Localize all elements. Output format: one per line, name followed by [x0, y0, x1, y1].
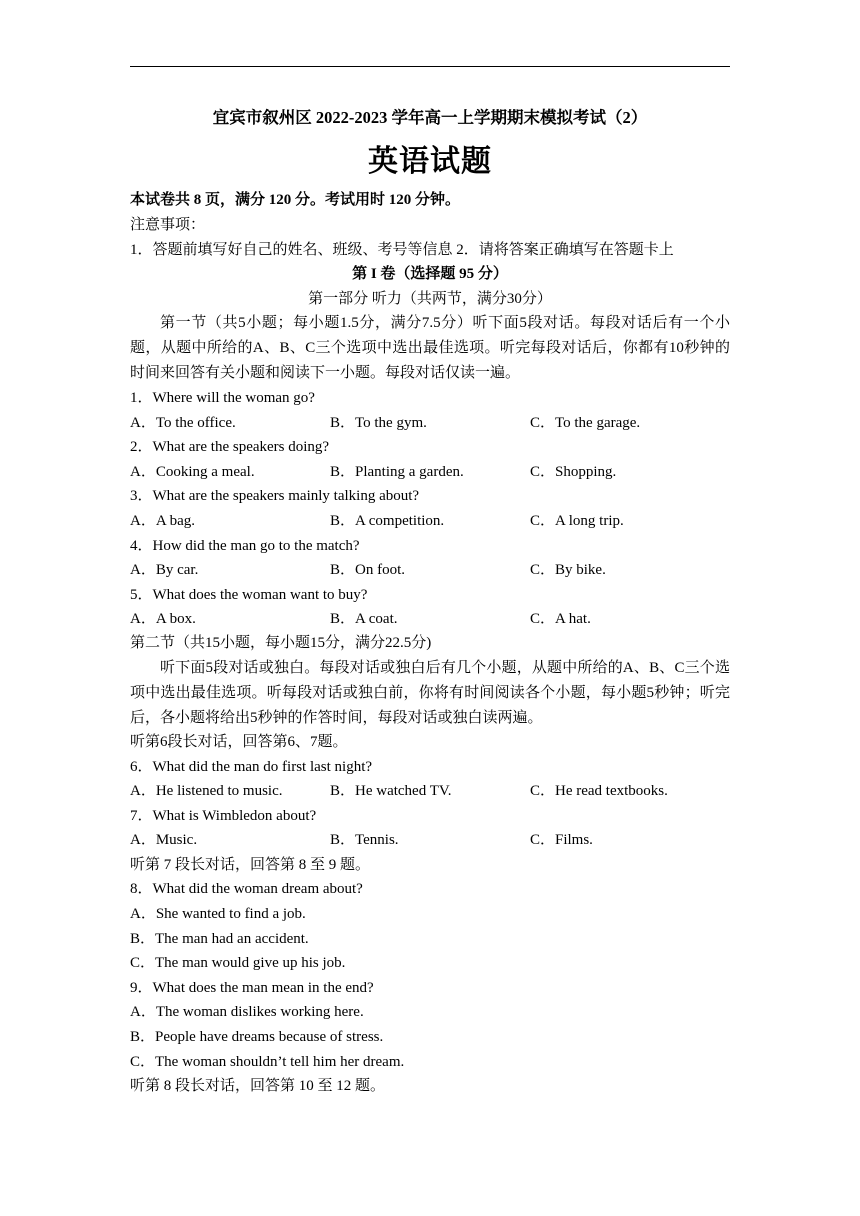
- option-c: C．Shopping.: [530, 464, 617, 480]
- option-b: B．A coat.: [330, 611, 398, 627]
- option-c: C．The man would give up his job.: [130, 955, 346, 971]
- option-a: A．To the office.: [130, 415, 236, 431]
- question-stem: 6．What did the man do first last night?: [130, 759, 373, 775]
- question-stem: 2．What are the speakers doing?: [130, 439, 330, 455]
- section1-instructions: 第一节（共5小题；每小题1.5分，满分7.5分）听下面5段对话。每段对话后有一个小题，从题中所给的A、B、C三个选项中选出最佳选项。听完每段对话后，你都有10秒钟的时间来回答有关小题和阅读下一小题。每段对话仅读一遍。: [130, 315, 730, 381]
- question-stem: 3．What are the speakers mainly talking about?: [130, 488, 420, 504]
- option-a: A．Music.: [130, 832, 198, 848]
- option-a: A．He listened to music.: [130, 783, 283, 799]
- option-c: C．The woman shouldn’t tell him her dream.: [130, 1054, 405, 1070]
- option-b: B．Planting a garden.: [330, 464, 464, 480]
- exam-title: 宜宾市叙州区 2022-2023 学年高一上学期期末模拟考试（2）: [212, 108, 648, 127]
- section2-instructions: 听下面5段对话或独白。每段对话或独白后有几个小题，从题中所给的A、B、C三个选项中选出最佳选项。听每段对话或独白前，你将有时间阅读各个小题，每小题5秒钟；听完后，各小题将给出5秒钟的作答时间，每段对话或独白读两遍。: [130, 660, 730, 726]
- dialog-intro: 听第 8 段长对话，回答第 10 至 12 题。: [130, 1078, 386, 1094]
- option-b: B．To the gym.: [330, 415, 427, 431]
- option-a: A．The woman dislikes working here.: [130, 1004, 364, 1020]
- option-c: C．He read textbooks.: [530, 783, 668, 799]
- option-a: A．By car.: [130, 562, 199, 578]
- header-rule: [130, 66, 730, 67]
- subject-title: 英语试题: [368, 145, 492, 178]
- option-c: C．A long trip.: [530, 513, 624, 529]
- option-a: A．Cooking a meal.: [130, 464, 255, 480]
- question-stem: 1．Where will the woman go?: [130, 390, 315, 406]
- notice-item: 1．答题前填写好自己的姓名、班级、考号等信息 2．请将答案正确填写在答题卡上: [130, 242, 674, 258]
- question-stem: 5．What does the woman want to buy?: [130, 587, 368, 603]
- option-b: B．On foot.: [330, 562, 406, 578]
- dialog-intro: 听第6段长对话，回答第6、7题。: [130, 734, 348, 750]
- option-a: A．A bag.: [130, 513, 195, 529]
- option-a: A．A box.: [130, 611, 196, 627]
- option-c: C．A hat.: [530, 611, 591, 627]
- question-stem: 8．What did the woman dream about?: [130, 881, 363, 897]
- dialog-intro: 听第 7 段长对话，回答第 8 至 9 题。: [130, 857, 371, 873]
- option-b: B．People have dreams because of stress.: [130, 1029, 384, 1045]
- exam-info: 本试卷共 8 页，满分 120 分。考试用时 120 分钟。: [130, 192, 461, 208]
- section2-title: 第二节（共15小题，每小题15分，满分22.5分): [130, 635, 432, 651]
- option-c: C．By bike.: [530, 562, 606, 578]
- option-c: C．To the garage.: [530, 415, 641, 431]
- option-c: C．Films.: [530, 832, 593, 848]
- question-stem: 7．What is Wimbledon about?: [130, 808, 317, 824]
- part1-title: 第一部分 听力（共两节，满分30分）: [308, 291, 552, 307]
- question-stem: 9．What does the man mean in the end?: [130, 980, 374, 996]
- notice-label: 注意事项：: [130, 217, 206, 233]
- option-b: B．A competition.: [330, 513, 445, 529]
- option-b: B．He watched TV.: [330, 783, 452, 799]
- volume-title: 第 I 卷（选择题 95 分）: [352, 266, 508, 282]
- option-a: A．She wanted to find a job.: [130, 906, 306, 922]
- option-b: B．The man had an accident.: [130, 931, 309, 947]
- question-stem: 4．How did the man go to the match?: [130, 538, 360, 554]
- option-b: B．Tennis.: [330, 832, 399, 848]
